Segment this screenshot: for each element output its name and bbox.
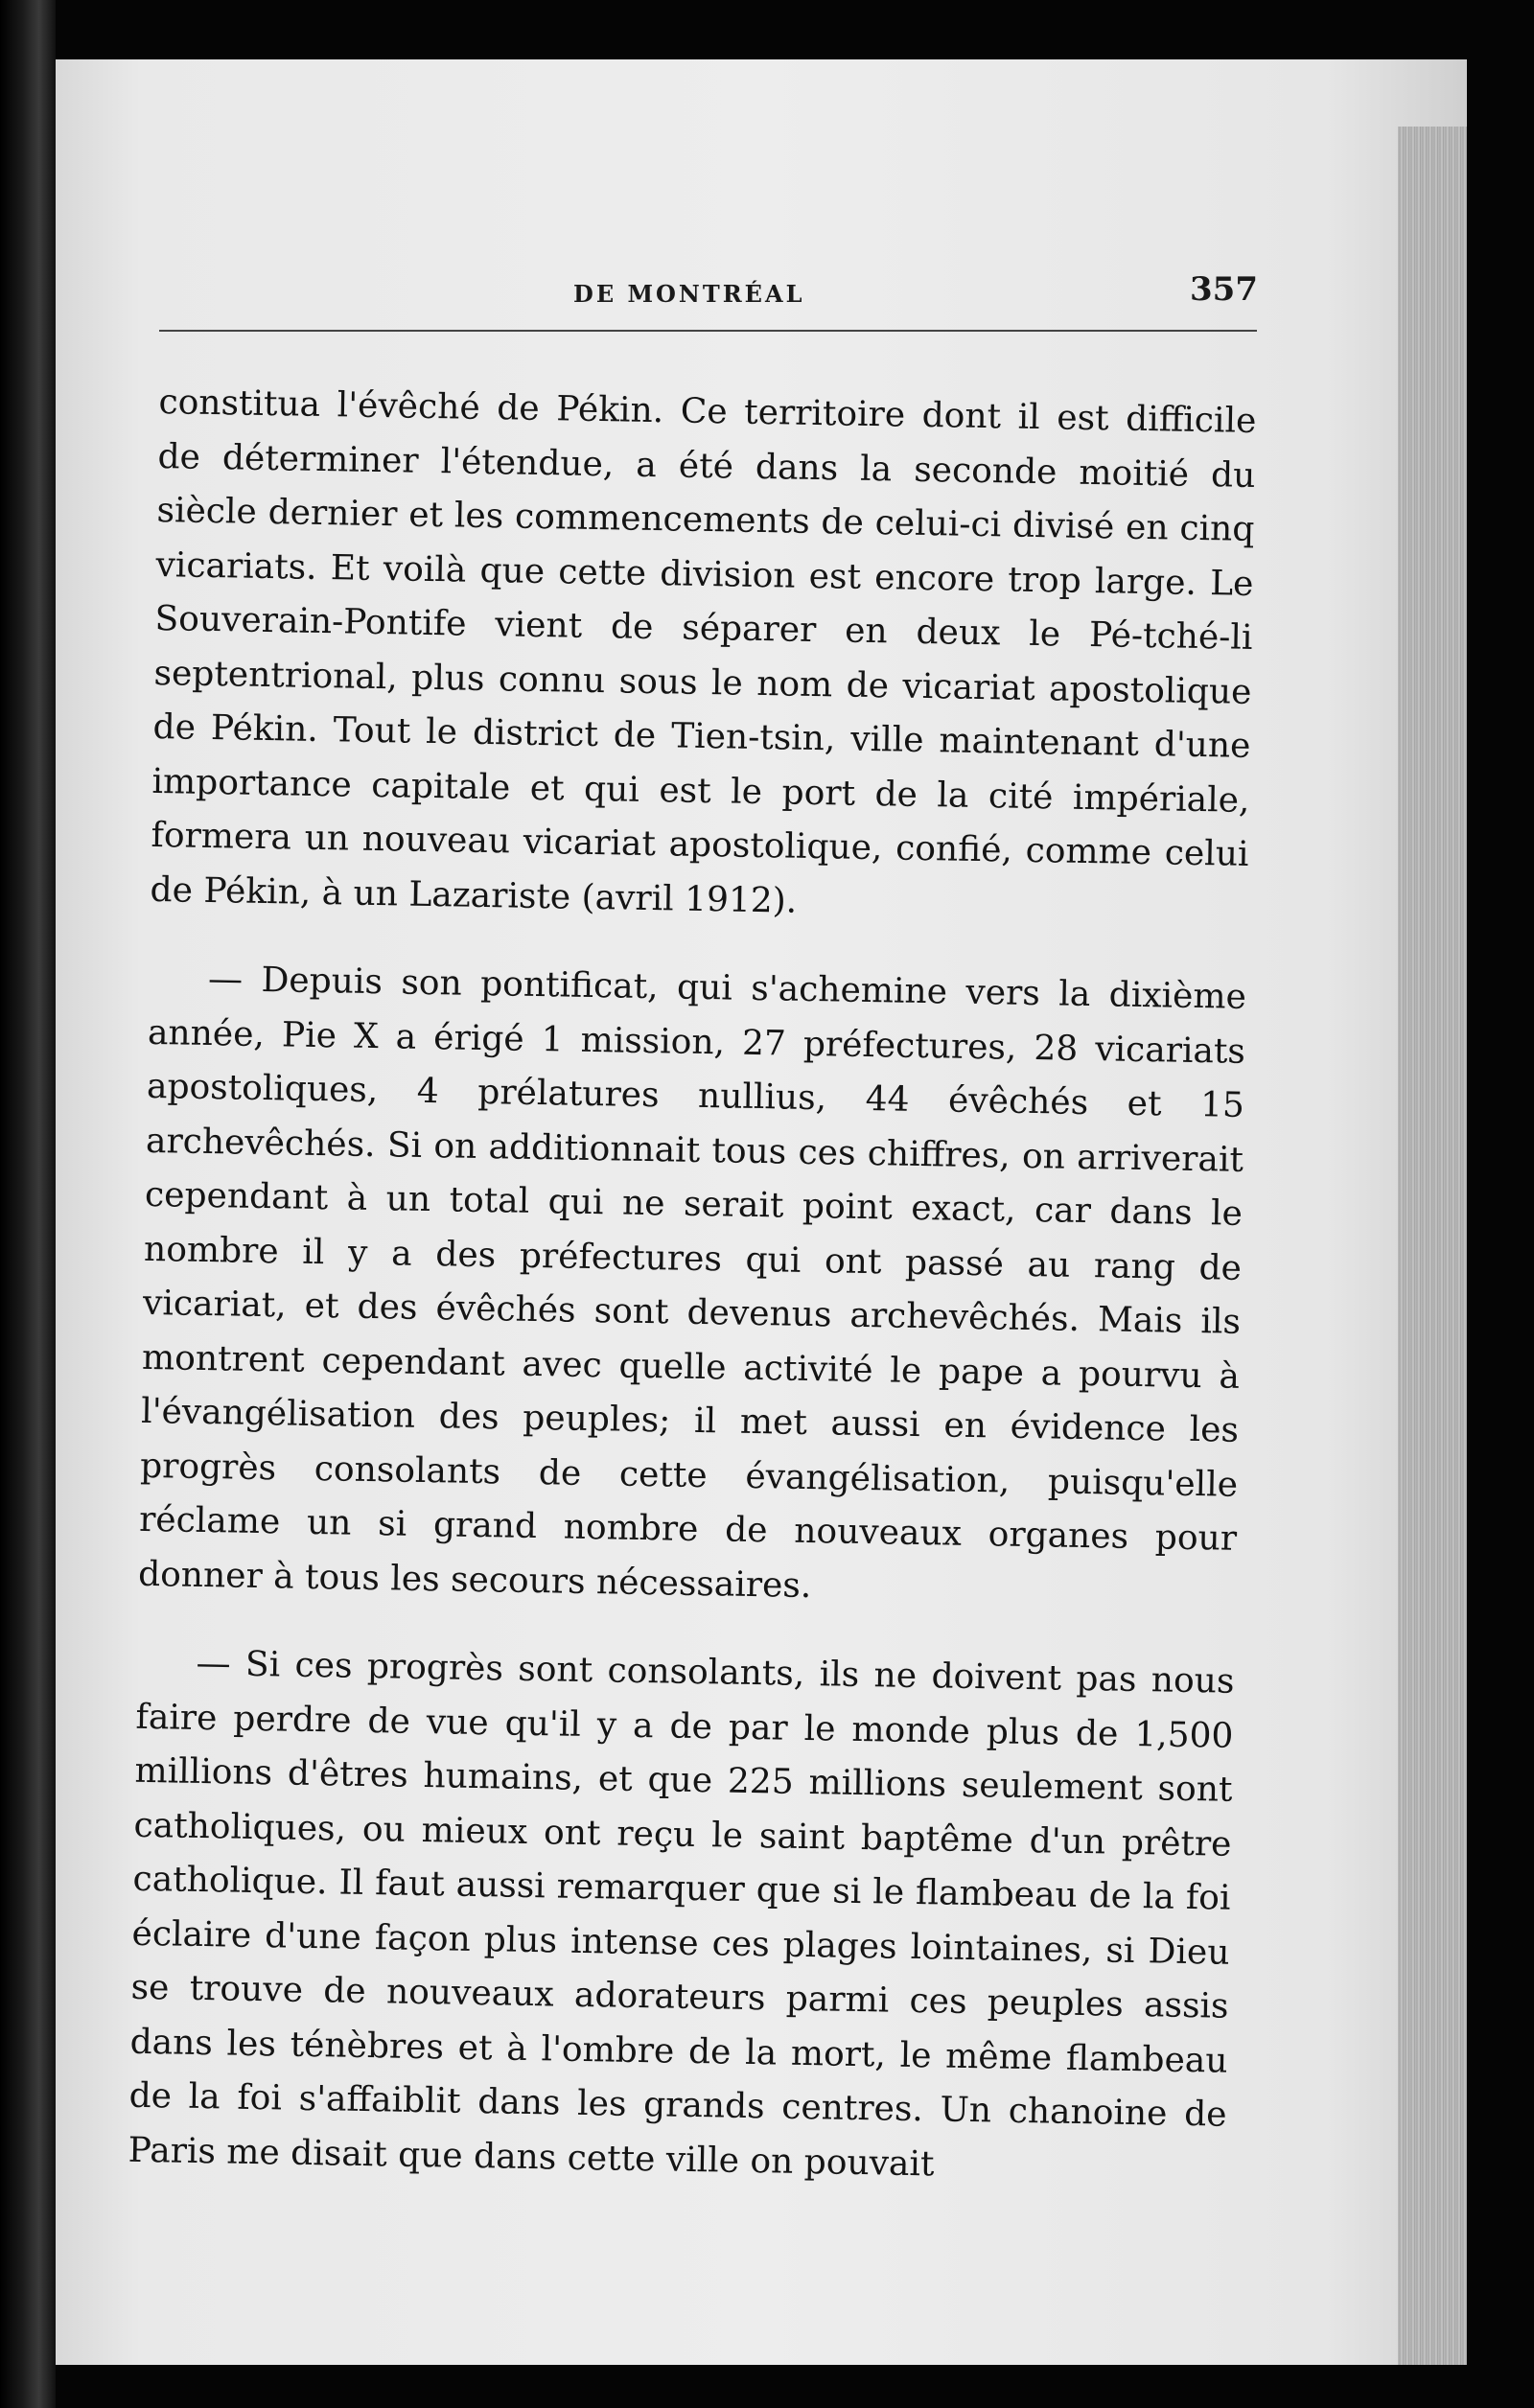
- paragraph-1: constitua l'évêché de Pékin. Ce territoire dont il est difficile de déterminer l'étendue, a été dans la seconde moitié du siècle dernier et les commencements de celui-ci divisé en cinq vicariats. Et voilà que cette division est encore trop large. Le Souverain-Pontife vient de séparer en deux le Pé-tché-li septentrional, plus connu sous le nom de vicariat apostolique de Pékin. Tout le district de Tien-tsin, ville maintenant d'une importance capitale et qui est le port de la cité impériale, formera un nouveau vicariat apostolique, confié, comme celui de Pékin, à un Lazariste (avril 1912).: [150, 382, 1257, 921]
- header-rule: [159, 330, 1257, 332]
- page-sheet: [56, 59, 1467, 2365]
- page-stack-edge: [1398, 127, 1467, 2365]
- paragraph-2: — Depuis son pontificat, qui s'achemine vers la dixième année, Pie X a érigé 1 mission, 27 préfectures, 28 vicariats apostoliques, 4 prélatures nullius, 44 évêchés et 15 archevêchés. Si on additionnait tous ces chiffres, on arriverait cependant à un total qui ne serait point exact, car dans le nombre il y a des préfectures qui ont passé au rang de vicariat, et des évêchés sont devenus archevêchés. Mais ils montrent cependant avec quelle activité le pape a pourvu à l'évangélisation des peuples; il met aussi en évidence les progrès consolants de cette évangélisation, puisqu'elle réclame un si grand nombre de nouveaux organes pour donner à tous les secours nécessaires.: [137, 959, 1247, 1606]
- running-head: [573, 220, 1417, 309]
- paragraph-3: — Si ces progrès sont consolants, ils ne doivent pas nous faire perdre de vue qu'il y a de par le monde plus de 1,500 millions d'êtres humains, et que 225 millions seulement sont catholiques, ou mieux ont reçu le saint baptême d'un prêtre catholique. Il faut aussi remarquer que si le flambeau de la foi éclaire d'une façon plus intense ces plages lointaines, si Dieu se trouve de nouveaux adorateurs parmi ces peuples assis dans les ténèbres et à l'ombre de la mort, le même flambeau de la foi s'affaiblit dans les grands centres. Un chanoine de Paris me disait que dans cette ville on pouvait: [128, 1643, 1235, 2184]
- page-number: 357: [1190, 270, 1258, 309]
- body-text: [128, 376, 1257, 2197]
- book-binding-edge: [0, 0, 56, 2408]
- running-title: DE MONTRÉAL: [573, 280, 805, 308]
